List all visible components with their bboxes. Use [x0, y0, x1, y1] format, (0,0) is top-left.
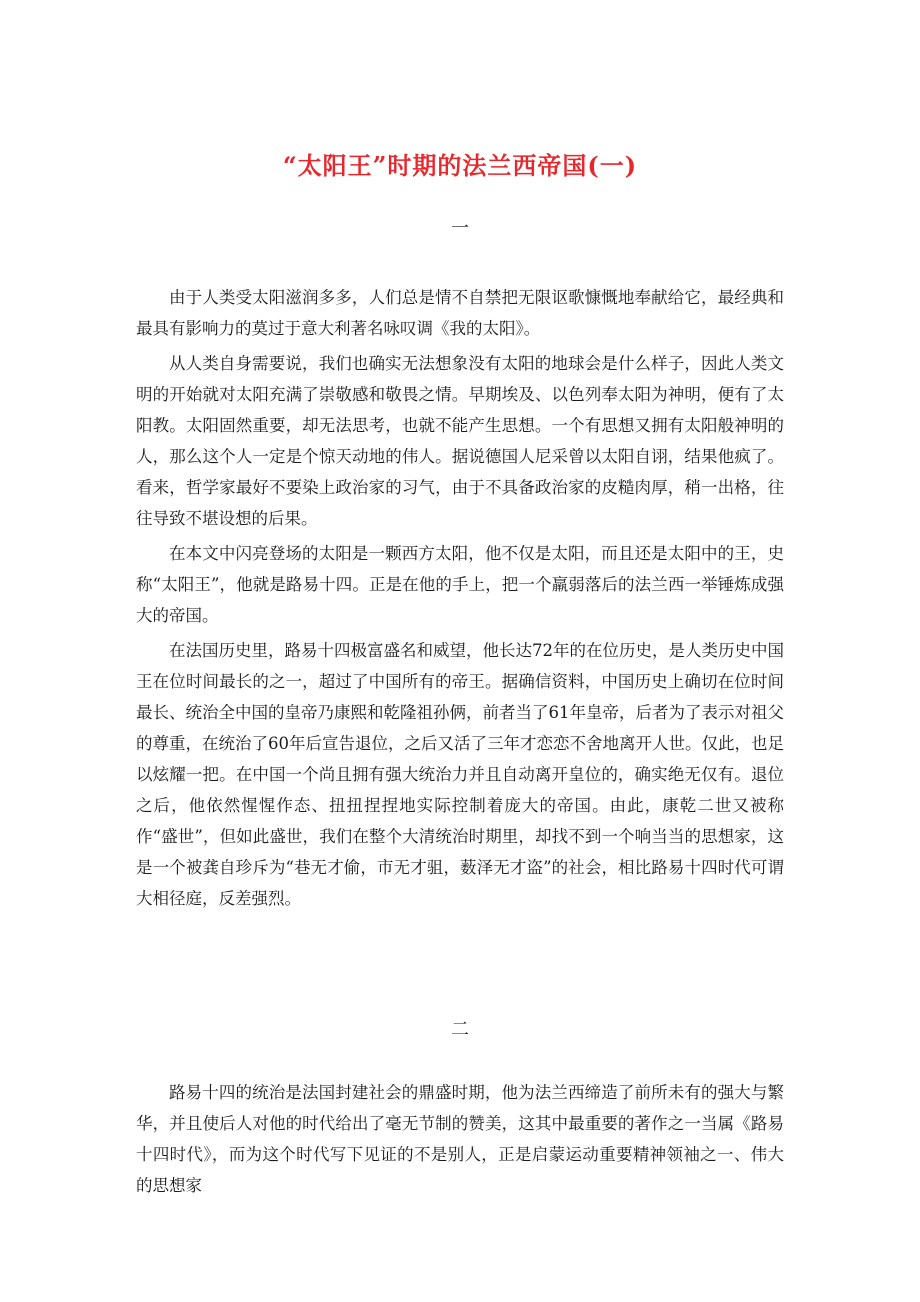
document-title: “太阳王”时期的法兰西帝国(一) [282, 151, 638, 180]
paragraph: 在本文中闪亮登场的太阳是一颗西方太阳，他不仅是太阳，而且还是太阳中的王，史称“太阳王”，他就是路易十四。正是在他的手上，把一个羸弱落后的法兰西一举锤炼成强大的帝国。 [136, 544, 784, 625]
paragraph: 在法国历史里，路易十四极富盛名和威望，他长达72年的在位历史，是人类历史中国王在位时间最长的之一，超过了中国所有的帝王。据确信资料，中国历史上确切在位时间最长、统治全中国的皇帝乃康熙和乾隆祖孙俩，前者当了61年皇帝，后者为了表示对祖父的尊重，在统治了60年后宣告退位，之后又活了三年才恋恋不舍地离开人世。仅此，也足以炫耀一把。在中国一个尚且拥有强大统治力并且自动离开皇位的，确实绝无仅有。退位之后，他依然惺惺作态、扭扭捏捏地实际控制着庞大的帝国。由此，康乾二世又被称作“盛世”，但如此盛世，我们在整个大清统治时期里，却找不到一个响当当的思想家，这是一个被龚自珍斥为“巷无才偷，市无才驵，薮泽无才盗”的社会，相比路易十四时代可谓大相径庭，反差强烈。 [136, 641, 784, 908]
section-heading-1: 一 [451, 218, 469, 239]
paragraph: 由于人类受太阳滋润多多，人们总是情不自禁把无限讴歌慷慨地奉献给它，最经典和最具有影响力的莫过于意大利著名咏叹调《我的太阳》。 [136, 288, 784, 338]
paragraph: 从人类自身需要说，我们也确实无法想象没有太阳的地球会是什么样子，因此人类文明的开始就对太阳充满了崇敬感和敬畏之情。早期埃及、以色列奉太阳为神明，便有了太阳教。太阳固然重要，却无法思考，也就不能产生思想。一个有思想又拥有太阳般神明的人，那么这个人一定是个惊天动地的伟人。据说德国人尼采曾以太阳自诩，结果他疯了。看来，哲学家最好不要染上政治家的习气，由于不具备政治家的皮糙肉厚，稍一出格，往往导致不堪设想的后果。 [136, 354, 784, 528]
section-2-body [136, 1077, 784, 1205]
section-heading-2: 二 [451, 1019, 469, 1040]
paragraph: 路易十四的统治是法国封建社会的鼎盛时期，他为法兰西缔造了前所未有的强大与繁华，并且使后人对他的时代给出了毫无节制的赞美，这其中最重要的著作之一当属《路易十四时代》，而为这个时代写下见证的不是别人，正是启蒙运动重要精神领袖之一、伟大的思想家 [136, 1083, 784, 1195]
section-1-body [136, 282, 784, 918]
